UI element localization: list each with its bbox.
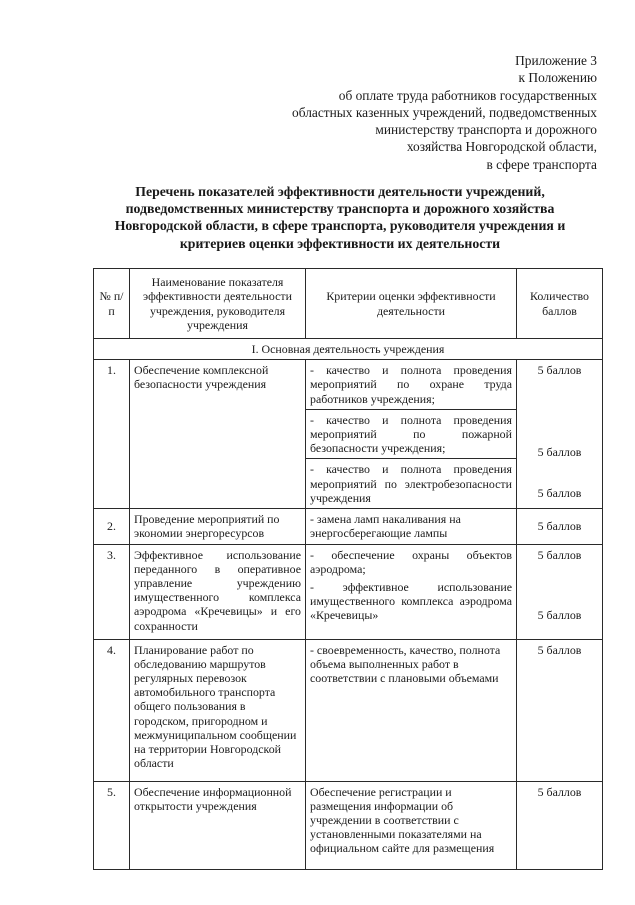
header-score: Количество баллов	[517, 269, 603, 339]
appendix-line: хозяйства Новгородской области,	[406, 139, 597, 155]
row-num: 4.	[94, 639, 130, 781]
row-criteria	[306, 544, 517, 639]
score: 5 баллов	[537, 607, 582, 622]
appendix-line: к Положению	[518, 70, 597, 86]
criterion: - обеспечение охраны объектов аэродрома;	[310, 547, 512, 576]
criterion: - качество и полнота проведения мероприятий по электробезопасности учреждения	[306, 458, 516, 505]
appendix-header	[217, 52, 597, 173]
criterion: - замена ламп накаливания на энергосберегающие лампы	[310, 512, 461, 541]
appendix-line: министерству транспорта и дорожного	[375, 122, 597, 138]
document-title	[80, 183, 600, 252]
row-score	[517, 781, 603, 869]
row-num: 1.	[94, 360, 130, 509]
title-line: Новгородской области, в сфере транспорта, руководителя учреждения и	[114, 218, 566, 234]
table-row	[94, 509, 603, 544]
appendix-line: об оплате труда работников государственных	[338, 87, 597, 103]
row-criteria	[306, 781, 517, 869]
section-row	[94, 339, 603, 360]
title-line: критериев оценки эффективности их деятельности	[179, 235, 501, 251]
row-score	[517, 544, 603, 639]
row-criteria	[306, 509, 517, 544]
appendix-line: областных казенных учреждений, подведомственных	[292, 104, 597, 120]
indicators-table	[93, 268, 603, 870]
row-name: Эффективное использование переданного в оперативное управление учреждению имущественного комплекса аэродрома «Кречевицы» и его сохранности	[130, 544, 306, 639]
score: 5 баллов	[537, 642, 582, 657]
header-name: Наименование показателя эффективности деятельности учреждения, руководителя учреждения	[130, 269, 306, 339]
score: 5 баллов	[537, 445, 582, 460]
header-num: № п/п	[94, 269, 130, 339]
title-line: подведомственных министерству транспорта и дорожного хозяйства	[125, 201, 555, 217]
criterion: - эффективное использование имущественного комплекса аэродрома «Кречевицы»	[310, 580, 512, 623]
header-criteria: Критерии оценки эффективности деятельности	[306, 269, 517, 339]
appendix-line: Приложение 3	[515, 53, 597, 68]
row-name: Обеспечение информационной открытости учреждения	[130, 781, 306, 869]
section-title: I. Основная деятельность учреждения	[94, 339, 603, 360]
criterion: Обеспечение регистрации и размещения информации об учреждении в соответствии с установленными показателями на официальном сайте для размещения	[310, 784, 495, 856]
row-num: 5.	[94, 781, 130, 869]
row-name: Обеспечение комплексной безопасности учреждения	[130, 360, 306, 509]
criterion: - качество и полнота проведения мероприятий по охране труда работников учреждения;	[310, 363, 512, 406]
appendix-line: в сфере транспорта	[486, 156, 597, 172]
table-row	[94, 544, 603, 639]
row-criteria	[306, 360, 517, 509]
table-row	[94, 781, 603, 869]
row-num: 2.	[94, 509, 130, 544]
row-score	[517, 639, 603, 781]
score: 5 баллов	[537, 485, 582, 500]
score: 5 баллов	[537, 519, 582, 534]
criterion: - своевременность, качество, полнота объема выполненных работ в соответствии с плановыми объемами	[310, 642, 501, 686]
row-num: 3.	[94, 544, 130, 639]
row-name: Планирование работ по обследованию маршрутов регулярных перевозок автомобильного транспорта общего пользования в городском, пригородном и межмуниципальном сообщении на территории Новгородской области	[130, 639, 306, 781]
row-criteria	[306, 639, 517, 781]
title-line: Перечень показателей эффективности деятельности учреждений,	[135, 184, 545, 199]
score: 5 баллов	[537, 547, 582, 562]
table-header-row	[94, 269, 603, 339]
row-name: Проведение мероприятий по экономии энергоресурсов	[130, 509, 306, 544]
row-score	[517, 509, 603, 544]
score: 5 баллов	[537, 363, 582, 378]
row-score	[517, 360, 603, 509]
criterion: - качество и полнота проведения мероприятий по пожарной безопасности учреждения;	[306, 409, 516, 456]
table-row	[94, 360, 603, 509]
score: 5 баллов	[537, 784, 582, 799]
table-row	[94, 639, 603, 781]
